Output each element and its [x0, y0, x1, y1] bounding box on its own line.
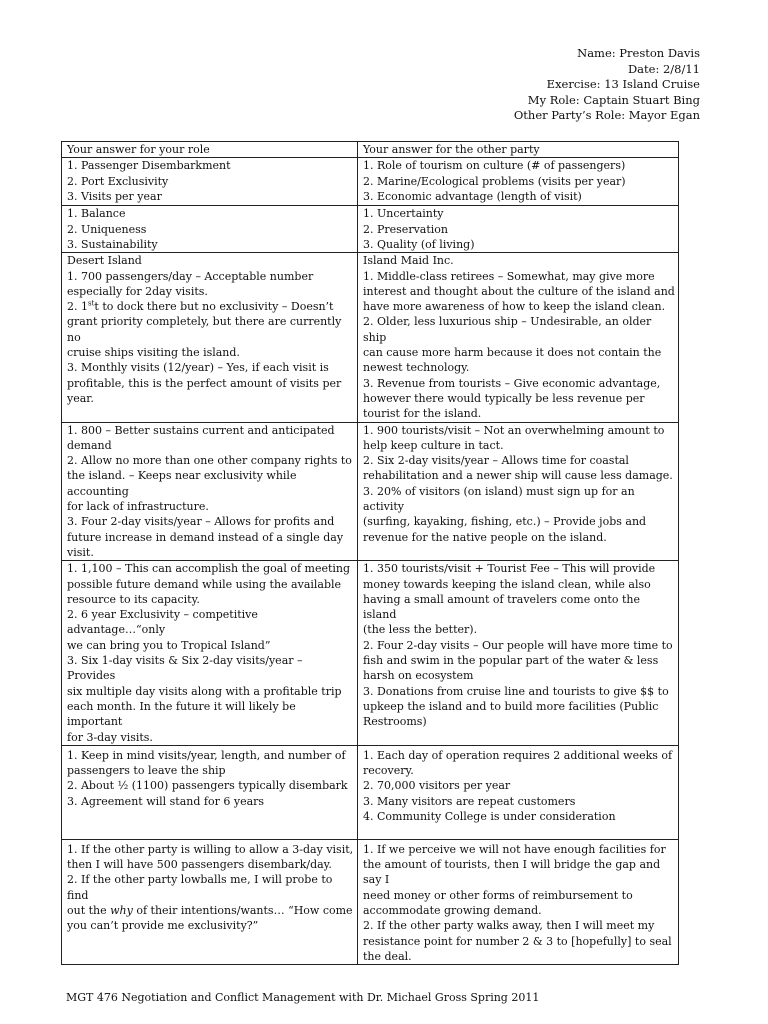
cell-line: 1. Keep in mind visits/year, length, and number of [67, 748, 346, 762]
cell-line: Restrooms) [363, 715, 427, 729]
cell-your-role [62, 839, 358, 964]
cell-line: 2. Marine/Ecological problems (visits per year) [363, 174, 626, 188]
cell-line: 2. If the other party walks away, then I will meet my [363, 919, 655, 933]
cell-line: we can bring you to Tropical Island” [67, 638, 271, 652]
cell-line: interest and thought about the culture of the island and [363, 284, 675, 298]
other-role-line: Other Party’s Role: Mayor Egan [513, 108, 700, 122]
table-row [62, 561, 679, 746]
cell-line: 3. Sustainability [67, 237, 158, 251]
cell-line: resource to its capacity. [67, 592, 200, 606]
cell-line: 2. Uniqueness [67, 222, 147, 236]
cell-your-role [62, 253, 358, 422]
cell-line: 2. 1stt to dock there but no exclusivity – Doesn’t [67, 299, 334, 314]
cell-line: 3. Agreement will stand for 6 years [67, 794, 265, 808]
cell-line: you can’t provide me exclusivity?” [67, 919, 259, 933]
cell-your-role [62, 745, 358, 839]
document-header [514, 46, 700, 124]
header-cell-your-role: Your answer for your role [62, 142, 358, 158]
cell-line: Desert Island [67, 254, 142, 268]
cell-line: 1. If the other party is willing to allow a 3-day visit, [67, 842, 354, 856]
cell-line: 1. If we perceive we will not have enough facilities for [363, 842, 666, 856]
cell-line: each month. In the future it will likely be important [67, 699, 296, 729]
cell-line: money towards keeping the island clean, while also [363, 577, 651, 591]
cell-line: possible future demand while using the available [67, 577, 342, 591]
cell-line: year. [67, 391, 94, 405]
cell-line: profitable, this is the perfect amount of visits per [67, 376, 342, 390]
cell-line: (the less the better). [363, 623, 478, 637]
cell-line: 3. Six 1-day visits & Six 2-day visits/year – Provides [67, 654, 303, 683]
cell-line: passengers to leave the ship [67, 764, 226, 778]
cell-line: 2. Older, less luxurious ship – Undesirable, an older ship [363, 315, 652, 344]
cell-line: 3. Donations from cruise line and tourists to give $$ to [363, 684, 669, 698]
cell-line: 2. Six 2-day visits/year – Allows time for coastal [363, 454, 629, 468]
cell-line: 3. Four 2-day visits/year – Allows for profits and [67, 515, 335, 529]
cell-line: Island Maid Inc. [363, 254, 454, 268]
cell-line: six multiple day visits along with a profitable trip [67, 684, 342, 698]
table-row [62, 158, 679, 206]
cell-line: demand [67, 438, 112, 452]
cell-line: 1. 900 tourists/visit – Not an overwhelming amount to [363, 423, 665, 437]
cell-line: 1. Passenger Disembarkment [67, 159, 231, 173]
cell-your-role [62, 158, 358, 206]
cell-line: the amount of tourists, then I will bridge the gap and say I [363, 858, 661, 887]
table-row [62, 745, 679, 839]
cell-line: then I will have 500 passengers disembark/day. [67, 858, 332, 872]
cell-other-party [358, 745, 679, 839]
cell-line: 2. Preservation [363, 222, 448, 236]
cell-line: fish and swim in the popular part of the water & less [363, 654, 659, 668]
cell-line: 2. Allow no more than one other company rights to [67, 454, 352, 468]
cell-line: need money or other forms of reimbursement to [363, 888, 633, 902]
answer-table [61, 141, 679, 965]
page-footer: MGT 476 Negotiation and Conflict Management with Dr. Michael Gross Spring 2011 [66, 991, 540, 1004]
cell-line: 1. Middle-class retirees – Somewhat, may give more [363, 269, 655, 283]
cell-line: 1. Role of tourism on culture (# of passengers) [363, 159, 626, 173]
cell-line: (surfing, kayaking, fishing, etc.) – Provide jobs and [363, 515, 647, 529]
cell-line: 1. 1,100 – This can accomplish the goal of meeting [67, 562, 351, 576]
cell-line: future increase in demand instead of a single day [67, 530, 344, 544]
cell-line: 3. Many visitors are repeat customers [363, 794, 576, 808]
cell-line: 2. Four 2-day visits – Our people will have more time to [363, 638, 673, 652]
cell-line: for 3-day visits. [67, 730, 153, 744]
cell-line: help keep culture in tact. [363, 438, 504, 452]
cell-line: 3. 20% of visitors (on island) must sign up for an activity [363, 484, 635, 514]
cell-line: 2. About ½ (1100) passengers typically disembark [67, 779, 348, 793]
cell-line: upkeep the island and to build more facilities (Public [363, 699, 659, 713]
cell-line: however there would typically be less revenue per [363, 391, 645, 405]
cell-line: 1. 350 tourists/visit + Tourist Fee – This will provide [363, 562, 656, 576]
cell-your-role [62, 206, 358, 253]
cell-other-party [358, 422, 679, 561]
table-header-row [62, 142, 679, 158]
cell-line: 2. 6 year Exclusivity – competitive advantage…“only [67, 608, 258, 637]
cell-line: 3. Visits per year [67, 189, 162, 203]
cell-line: 2. Port Exclusivity [67, 174, 169, 188]
cell-line: 1. 700 passengers/day – Acceptable number [67, 269, 314, 283]
cell-other-party [358, 206, 679, 253]
my-role-line: My Role: Captain Stuart Bing [527, 92, 700, 107]
cell-line: resistance point for number 2 & 3 to [hopefully] to seal [363, 934, 672, 948]
cell-line: newest technology. [363, 361, 470, 375]
cell-other-party [358, 158, 679, 206]
cell-line: can cause more harm because it does not contain the [363, 346, 662, 360]
cell-line: 2. 70,000 visitors per year [363, 779, 511, 793]
cell-your-role [62, 561, 358, 746]
cell-line: the island. – Keeps near exclusivity while accounting [67, 469, 297, 498]
cell-line: cruise ships visiting the island. [67, 346, 240, 360]
exercise-line: Exercise: 13 Island Cruise [546, 77, 700, 91]
date-line: Date: 2/8/11 [627, 61, 700, 76]
cell-line: revenue for the native people on the island. [363, 530, 607, 544]
cell-line: 3. Monthly visits (12/year) – Yes, if each visit is [67, 361, 329, 375]
cell-line: tourist for the island. [363, 407, 482, 421]
cell-line: harsh on ecosystem [363, 669, 474, 683]
cell-line: the deal. [363, 949, 412, 963]
cell-line: 3. Economic advantage (length of visit) [363, 189, 582, 203]
name-line: Name: Preston Davis [577, 46, 700, 60]
cell-line: visit. [67, 545, 94, 559]
cell-line: 1. Each day of operation requires 2 additional weeks of [363, 748, 673, 762]
cell-line: rehabilitation and a newer ship will cause less damage. [363, 469, 673, 483]
cell-line: especially for 2day visits. [67, 284, 208, 298]
table-row [62, 206, 679, 253]
table-row [62, 422, 679, 561]
cell-line: for lack of infrastructure. [67, 500, 209, 514]
cell-line: accommodate growing demand. [363, 903, 542, 917]
cell-other-party [358, 253, 679, 422]
cell-line: out the why of their intentions/wants… “How come [67, 903, 353, 917]
cell-line: 2. If the other party lowballs me, I will probe to find [67, 873, 333, 902]
cell-line: having a small amount of travelers come onto the island [363, 592, 640, 622]
cell-line: 1. Uncertainty [363, 207, 444, 221]
cell-line: 3. Revenue from tourists – Give economic advantage, [363, 376, 661, 390]
cell-other-party [358, 839, 679, 964]
cell-line: 1. 800 – Better sustains current and anticipated [67, 423, 335, 437]
cell-line: 1. Balance [67, 207, 126, 221]
table-row [62, 253, 679, 422]
cell-line: 3. Quality (of living) [363, 237, 475, 251]
cell-line: recovery. [363, 764, 414, 778]
cell-line: grant priority completely, but there are currently no [67, 315, 342, 344]
cell-line: have more awareness of how to keep the island clean. [363, 300, 666, 314]
header-cell-other-party: Your answer for the other party [358, 142, 679, 158]
cell-line: 4. Community College is under consideration [363, 809, 616, 823]
cell-other-party [358, 561, 679, 746]
table-row [62, 839, 679, 964]
cell-your-role [62, 422, 358, 561]
